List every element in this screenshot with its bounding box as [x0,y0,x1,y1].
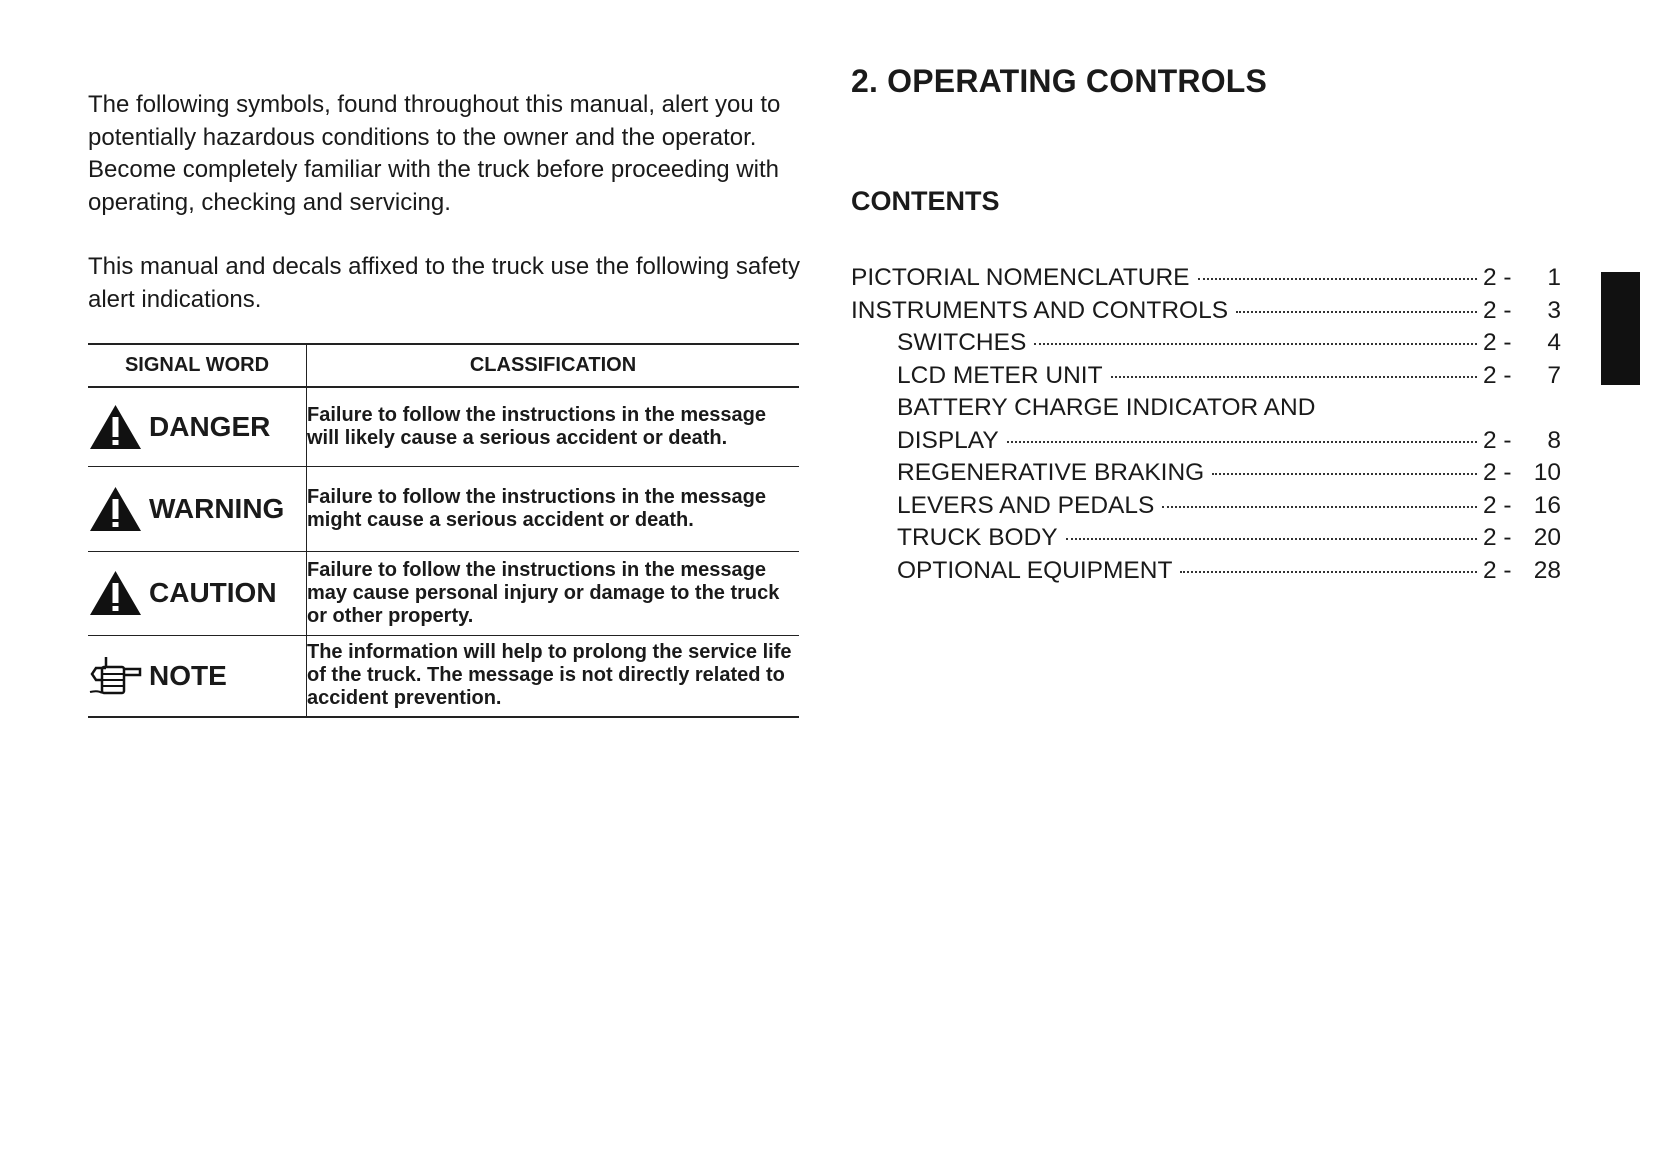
toc-entry[interactable] [851,392,1561,425]
toc-entry[interactable] [851,262,1561,295]
table-row-caution [88,551,799,635]
toc-entry-page: 2 - 1 [1483,264,1561,291]
toc-leader-dots [1198,278,1477,280]
classification-danger: Failure to follow the instructions in the message will likely cause a serious accident or death. [307,387,800,466]
toc-entry-label: INSTRUMENTS AND CONTROLS [851,296,1229,324]
toc-entry-label: DISPLAY [897,426,999,454]
toc-entry-page: 2 - 3 [1483,296,1561,324]
toc-entry[interactable] [851,360,1561,393]
toc-entry-page: 2 - 16 [1483,491,1561,519]
pointing-hand-icon [88,654,143,698]
toc-entry[interactable] [851,555,1561,588]
toc-entry-label: OPTIONAL EQUIPMENT [897,556,1173,584]
classification-header: CLASSIFICATION [307,344,800,387]
signal-word-warning: WARNING [149,492,285,524]
toc-entry-label: PICTORIAL NOMENCLATURE [851,264,1190,291]
toc-entry[interactable] [851,522,1561,555]
intro-paragraph-2: This manual and decals affixed to the truck use the following safety alert indications. [88,253,800,313]
signal-word-table [88,343,799,718]
signal-word-note: NOTE [149,659,227,691]
toc-entry[interactable] [851,425,1561,458]
toc-entry-label: BATTERY CHARGE INDICATOR AND [897,394,1316,421]
table-of-contents [851,262,1561,587]
intro-text [88,89,808,316]
table-row-note [88,635,799,717]
toc-entry-label: REGENERATIVE BRAKING [897,459,1205,486]
table-header-row [88,344,799,387]
warning-triangle-icon [88,403,143,451]
chapter-tab-marker [1601,272,1640,385]
toc-entry-page: 2 - 28 [1483,556,1561,584]
toc-entry-label: LCD METER UNIT [897,361,1103,389]
signal-word-header: SIGNAL WORD [88,344,307,387]
toc-leader-dots [1066,538,1477,540]
warning-triangle-icon [88,569,143,617]
toc-leader-dots [1034,343,1477,345]
toc-entry[interactable] [851,457,1561,490]
warning-triangle-icon [88,485,143,533]
classification-caution: Failure to follow the instructions in the message may cause personal injury or damage to the truck or other property. [307,551,800,635]
toc-leader-dots [1236,311,1477,313]
toc-entry-page: 2 - 10 [1483,459,1561,486]
signal-word-danger: DANGER [149,410,271,442]
toc-entry[interactable] [851,295,1561,328]
toc-leader-dots [1007,441,1477,443]
contents-heading: CONTENTS [851,186,1000,216]
classification-note: The information will help to prolong the service life of the truck. The message is not directly related to accident prevention. [307,641,792,710]
section-title: 2. OPERATING CONTROLS [851,63,1268,99]
toc-entry-page: 2 - 20 [1483,524,1561,551]
toc-entry-label: SWITCHES [897,329,1027,356]
toc-leader-dots [1180,571,1477,573]
toc-leader-dots [1162,506,1477,508]
toc-entry[interactable] [851,327,1561,360]
toc-leader-dots [1111,376,1477,378]
table-row-danger [88,387,799,466]
signal-word-caution: CAUTION [149,577,277,608]
classification-warning: Failure to follow the instructions in the message might cause a serious accident or death. [307,466,800,551]
toc-entry-label: LEVERS AND PEDALS [897,491,1155,519]
table-row-warning [88,466,799,551]
toc-entry-page: 2 - 7 [1483,361,1561,389]
toc-entry-label: TRUCK BODY [897,524,1058,551]
toc-entry-page: 2 - 8 [1483,426,1561,454]
intro-paragraph-1: The following symbols, found throughout this manual, alert you to potentially hazardous conditions to the owner and the operator. Become completely familiar with the truck before proceeding with operating, checking and servicing. [88,91,781,216]
toc-leader-dots [1212,473,1477,475]
toc-entry-page: 2 - 4 [1483,329,1561,356]
toc-entry[interactable] [851,490,1561,523]
